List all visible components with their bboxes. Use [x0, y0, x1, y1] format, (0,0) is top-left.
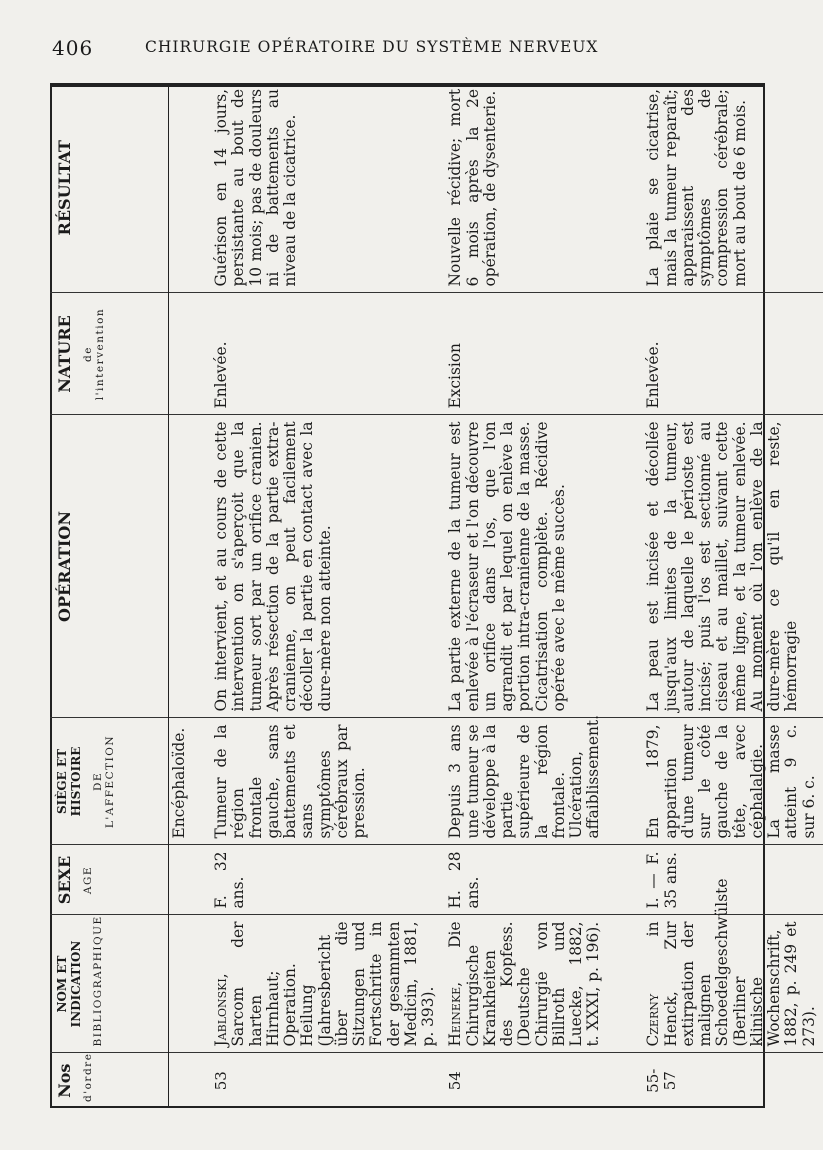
header-resultat [50, 83, 168, 293]
row-number: 55-57 [644, 1068, 680, 1093]
header-num-top: Nos [55, 1063, 74, 1098]
row-author: Czerny [644, 993, 663, 1047]
table-row [640, 83, 823, 1108]
row-operation: La partie externe de la tumeur est enlevée à l'écraseur et l'on découvre un orifice dans l'os, que l'on agrandit et par lequel on enlève la portion intra-cranienne de la masse. Cicatrisation complète. Récidive opérée avec le même succès. [442, 415, 640, 718]
header-siege [50, 718, 168, 845]
row-number: 54 [446, 1071, 465, 1091]
table-header [50, 83, 168, 1108]
table-row [208, 83, 442, 1108]
row-nature: Excision [442, 293, 640, 415]
row-sexe: H. 28 ans. [442, 845, 640, 915]
row-operation: La peau est incisée et décollée jusqu'aux limites de la tumeur, autour de laquelle le périoste est incisé; puis l'os est sectionné au ciseau et au maillet, suivant cette même ligne, et la tumeur enlevée. Au moment où l'on enlève de la dure-mère ce qu'il en reste, hémorragie [640, 415, 823, 718]
row-resultat: Guérison en 14 jours, persistante au bout de 10 mois; pas de douleurs ni de battements au niveau de la cicatrice. [208, 83, 442, 293]
header-resultat-top: RÉSULTAT [55, 140, 74, 236]
header-name [50, 915, 168, 1053]
row-ref-text: Die Chirurgische Krankheiten des Kopfess. (Deutsche Chirurgie von Billroth und Luecke, 1882, t. XXXI, p. 196). [446, 921, 603, 1047]
row-sexe: F. 32 ans. [208, 845, 442, 915]
row-siege: Depuis 3 ans une tumeur se développe à la partie supérieure de la région frontale. Ulcération, affaiblissement. [442, 718, 640, 845]
header-sexe-sub: AGE [82, 865, 95, 895]
row-resultat: Nouvelle récidive; mort 6 mois après la 2e opération, de dysenterie. [442, 83, 640, 293]
header-num-sub: d'ordre [82, 1052, 95, 1102]
page-number: 406 [52, 36, 94, 60]
case-table [50, 83, 823, 1108]
row-reference [442, 915, 640, 1053]
header-name-top: NOM ET INDICATION [55, 940, 84, 1028]
continuation-row [168, 83, 208, 1108]
row-number: 53 [212, 1071, 230, 1091]
header-operation [50, 415, 168, 718]
running-head: CHIRURGIE OPÉRATOIRE DU SYSTÈME NERVEUX [145, 38, 599, 56]
header-nature-top: NATURE [55, 315, 74, 393]
row-sexe: I. — F. 35 ans. [640, 845, 823, 915]
row-ref-text: Sarcom der harten Hirnhaut; Operation. Heilung (Jahresbericht über die Sitzungen und Fortschritte in der gesammten Medicin, 1881, p. 393). [229, 921, 437, 1047]
header-sexe [50, 845, 168, 915]
row-nature: Enlevée. [208, 293, 442, 415]
header-operation-top: OPÉRATION [55, 511, 74, 622]
rotated-table [50, 83, 818, 1108]
header-name-sub: BIBLIOGRAPHIQUE [91, 915, 104, 1047]
row-nature: Enlevée. [640, 293, 823, 415]
row-ref-text: in Henck, Zur extirpation der malignen Schoedelgeschwülste (Berliner klinische Wochenschrift, 1882, p. 249 et 273). [644, 878, 818, 1047]
row-siege: En 1879, apparition d'une tumeur sur le côté gauche de la tête, avec céphalalgie. La masse atteint 9 c. sur 6. c. [640, 718, 823, 845]
header-siege-sub: DE L'AFFECTION [91, 734, 116, 829]
row-author: Jablonski, [212, 973, 230, 1047]
row-resultat: La plaie se cicatrise, mais la tumeur reparaît; apparaissent des symptômes de compression cérébrale; mort au bout de 6 mois. [640, 83, 823, 293]
orphan-siege: Encéphaloïde. [168, 718, 208, 845]
header-siege-top: SIÈGE ET HISTOIRE [55, 746, 84, 817]
row-author: Heineke, [446, 981, 465, 1047]
row-siege: Tumeur de la région frontale gauche, sans battements et sans symptômes cérébraux par pression. [208, 718, 442, 845]
table-row [442, 83, 640, 1108]
header-nature-sub: de l'intervention [82, 307, 107, 401]
row-reference [208, 915, 442, 1053]
header-num [50, 1053, 168, 1108]
header-sexe-top: SEXE [55, 855, 74, 905]
row-operation: On intervient, et au cours de cette intervention on s'aperçoit que la tumeur sort par un orifice cranien. Après résection de la partie extra-cranienne, on peut facilement décoller la partie en contact avec la dure-mère non atteinte. [208, 415, 442, 718]
header-nature [50, 293, 168, 415]
